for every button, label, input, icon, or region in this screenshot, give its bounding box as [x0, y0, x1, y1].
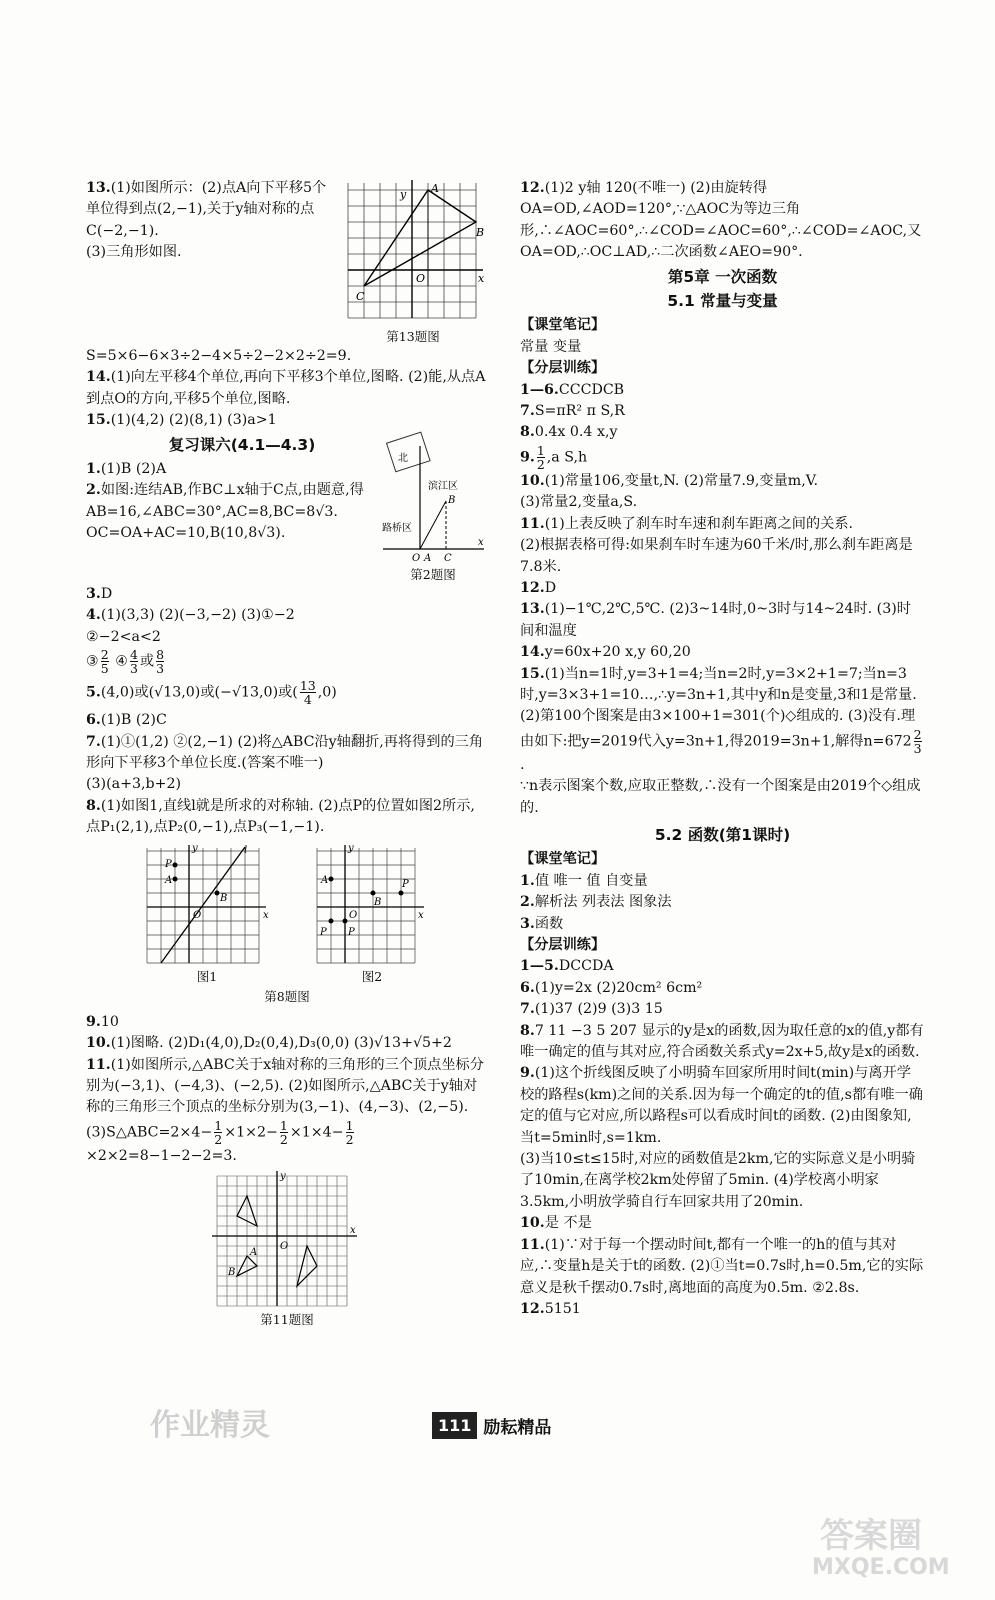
- svg-text:y: y: [348, 842, 354, 854]
- n1-answer: 1.值 唯一 值 自变量: [520, 872, 648, 889]
- r5-answer: 5.(4,0)或(√13,0)或(−√13,0)或( $\frac{13}{4}$ ,0): [86, 678, 337, 708]
- r8-figure-caption: 第8题图: [264, 988, 310, 1004]
- svg-text:A: A: [250, 1247, 258, 1259]
- svg-text:B: B: [220, 892, 228, 904]
- a7-answer: 7.S=πR² π S,R: [520, 403, 625, 420]
- svg-text:y: y: [400, 188, 407, 201]
- a9-answer: 9. $\frac{1}{2}$ ,a S,h: [520, 442, 588, 472]
- b11-answer: 11.(1)∵对于每一个摆动时间t,都有一个唯一的h的值与其对应,∴变量h是关于t的函数. (2)①当t=0.7s时,h=0.5m,它的实际意义是秋千摆动0.7s时,离地面的高度为0.5m. ②2.8s.: [520, 1236, 924, 1296]
- svg-text:P: P: [348, 926, 355, 938]
- svg-text:x: x: [263, 909, 269, 921]
- left-column: [86, 178, 488, 1329]
- r8-answer: 8.(1)如图1,直线l就是所求的对称轴. (2)点P的位置如图2所示,点P₁(2,1),点P₂(0,−1),点P₃(−1,−1).: [86, 797, 475, 836]
- chapter-title: 第5章 一次函数: [667, 267, 778, 286]
- svg-text:A: A: [431, 182, 439, 195]
- svg-text:P: P: [165, 858, 172, 870]
- review-section-title: 复习课六(4.1—4.3): [168, 435, 316, 454]
- svg-text:x: x: [478, 537, 484, 549]
- q13-figure: [338, 178, 488, 346]
- svg-text:B: B: [228, 1267, 236, 1279]
- site-watermark-url: MXQE.COM: [812, 1555, 950, 1580]
- r8-figures: [86, 843, 488, 986]
- r10-answer: 10.(1)图略. (2)D₁(4,0),D₂(0,4),D₃(0,0) (3)√13+√5+2: [86, 1035, 452, 1052]
- fraction: $\frac{8}{3}$: [156, 647, 165, 677]
- section-5-1-title: 5.1 常量与变量: [667, 292, 778, 311]
- svg-text:P: P: [320, 926, 327, 938]
- fraction: $\frac{1}{2}$: [279, 1117, 288, 1147]
- b10-answer: 10.是 不是: [520, 1215, 592, 1232]
- svg-text:路桥区: 路桥区: [382, 523, 412, 535]
- b1-5-answer: 1—5.DCCDA: [520, 958, 614, 975]
- fraction: $\frac{2}{3}$: [913, 726, 922, 756]
- b7-answer: 7.(1)37 (2)9 (3)3 15: [520, 1001, 663, 1018]
- svg-text:l: l: [244, 844, 248, 856]
- fraction: $\frac{1}{2}$: [214, 1117, 223, 1147]
- svg-text:P: P: [402, 878, 409, 890]
- n3-answer: 3.函数: [520, 915, 564, 932]
- svg-text:y: y: [192, 842, 198, 854]
- a12-answer: 12.D: [520, 579, 557, 596]
- r8-fig2: [312, 843, 432, 986]
- svg-text:B: B: [448, 495, 456, 507]
- notes-text: 常量 变量: [520, 338, 582, 355]
- r8-fig1: [142, 843, 272, 986]
- q15-answer: 15.(1)(4,2) (2)(8,1) (3)a>1: [86, 412, 277, 429]
- layered-training-tag: 【分层训练】: [520, 360, 606, 377]
- layered-training-tag-2: 【分层训练】: [520, 937, 606, 953]
- a15-answer: 15.(1)当n=1时,y=3+1=4;当n=2时,y=3×2+1=7;当n=3时,y=3×3+1=10…,∴y=3n+1,其中y和n是变量,3和1是常量. (2)第100个图案是由3×100+1=301(个)◇组成的. (3)没有.理由如下:把y=2019代入y=3n+1,得2019=3n+1,解得n=672 $\frac{2}{3}$ . ∵n表示图案个数,应取正整数,∴没有一个图案是由2019个◇组成的.: [520, 665, 922, 816]
- svg-text:C: C: [356, 290, 365, 303]
- svg-text:x: x: [478, 272, 485, 285]
- r8-fig2-label: 图2: [361, 968, 383, 984]
- section-5-2-title: 5.2 函数(第1课时): [654, 825, 791, 844]
- r4-answer: 4.(1)(3,3) (2)(−3,−2) (3)①−2 ②−2<a<2 ③ $\frac{2}{5}$ ④ $\frac{4}{3}$ 或 $\frac{8}{3}$: [86, 607, 295, 677]
- r11-grid-chart: [212, 1171, 362, 1311]
- svg-text:A: A: [424, 553, 432, 565]
- r11-figure: [86, 1171, 488, 1329]
- n2-answer: 2.解析法 列表法 图象法: [520, 894, 672, 911]
- fraction: $\frac{13}{4}$: [299, 678, 316, 708]
- svg-text:y: y: [280, 1171, 286, 1183]
- a11-answer: 11.(1)上表反映了刹车时车速和刹车距离之间的关系. (2)根据表格可得:如果刹车时车速为60千米/时,那么刹车距离是7.8米.: [520, 515, 913, 575]
- svg-text:北: 北: [398, 453, 408, 465]
- svg-text:O: O: [280, 1241, 289, 1253]
- q13-grid-chart: [338, 178, 488, 328]
- r2-figure: [378, 431, 488, 584]
- q14-answer: 14.(1)向左平移4个单位,再向下平移3个单位,图略. (2)能,从点A到点O的方向,平移5个单位,图略.: [86, 369, 486, 407]
- r2-figure-caption: 第2题图: [410, 567, 456, 583]
- q13-figure-caption: 第13题图: [386, 329, 440, 344]
- svg-text:滨江区: 滨江区: [428, 481, 458, 493]
- page-number: 111: [432, 1412, 477, 1439]
- fraction: $\frac{4}{3}$: [129, 647, 138, 677]
- r8-fig1-grid: [142, 843, 272, 968]
- svg-text:x: x: [418, 909, 424, 921]
- b12-answer: 12.5151: [520, 1300, 581, 1317]
- classroom-notes-tag-2: 【课堂笔记】: [520, 851, 606, 868]
- a14-answer: 14.y=60x+20 x,y 60,20: [520, 644, 691, 661]
- svg-text:O: O: [416, 272, 426, 285]
- stamp-watermark: 作业精灵: [150, 1408, 270, 1443]
- r1-answer: 1.(1)B (2)A: [86, 461, 167, 478]
- svg-text:B: B: [476, 226, 485, 239]
- site-watermark: 答案圈: [820, 1516, 922, 1556]
- svg-text:B: B: [374, 896, 382, 908]
- svg-text:O: O: [349, 909, 358, 921]
- svg-text:C: C: [444, 553, 452, 565]
- r11-answer: 11.(1)如图所示,△ABC关于x轴对称的三角形的三个顶点坐标分别为(−3,1)、(−4,3)、(−2,5). (2)如图所示,△ABC关于y轴对称的三角形三个顶点的坐标分别为(3,−1)、(4,−3)、(2,−5). (3)S△ABC=2×4− $\frac{1}{2}$ ×1×2− $\frac{1}{2}$ ×1×4− $\frac{1}{2}$ ×2×2=8−1−2−2=3.: [86, 1056, 484, 1164]
- a13-answer: 13.(1)−1℃,2℃,5℃. (2)3~14时,0~3时与14~24时. (3)时间和温度: [520, 601, 911, 639]
- q12-answer: 12.(1)2 y轴 120(不唯一) (2)由旋转得OA=OD,∠AOD=120°,∵△AOC为等边三角形,∴∠AOC=60°,∴∠COD=∠AOC=60°,∴∠COD=∠AOC,又OA=OD,∴OC⊥AD,∴二次函数∠AEO=90°.: [520, 180, 922, 261]
- brand-logo: 励耘精品: [483, 1418, 552, 1438]
- page-footer-badge: [432, 1412, 551, 1439]
- r2-answer: 2.如图:连结AB,作BC⊥x轴于C点,由题意,得AB=16,∠ABC=30°,AC=8,BC=8√3. OC=OA+AC=10,B(10,8√3).: [86, 482, 364, 542]
- svg-text:O: O: [193, 909, 202, 921]
- classroom-notes-tag: 【课堂笔记】: [520, 317, 606, 334]
- svg-text:A: A: [321, 874, 329, 886]
- r2-map-diagram: [378, 431, 488, 566]
- a1-6-answer: 1—6.CCCDCB: [520, 381, 625, 398]
- r11-figure-caption: 第11题图: [260, 1312, 314, 1328]
- r3-answer: 3.D: [86, 586, 113, 603]
- a10-answer: 10.(1)常量106,变量t,N. (2)常量7.9,变量m,V. (3)常量2,变量a,S.: [520, 472, 819, 511]
- q13-answer: 13.(1)如图所示：(2)点A向下平移5个单位得到点(2,−1),关于y轴对称的点C(−2,−1). (3)三角形如图. S=5×6−6×3÷2−4×5÷2−2×2÷2=9.: [86, 180, 352, 364]
- r9-answer: 9.10: [86, 1013, 119, 1030]
- r6-answer: 6.(1)B (2)C: [86, 712, 167, 729]
- svg-text:x: x: [350, 1225, 356, 1237]
- r8-fig2-grid: [312, 843, 432, 968]
- b8-answer: 8.7 11 −3 5 207 显示的y是x的函数,因为取任意的x的值,y都有唯一确定的值与其对应,符合函数关系式y=2x+5,故y是x的函数.: [520, 1022, 924, 1061]
- b9-answer: 9.(1)这个折线图反映了小明骑车回家所用时间t(min)与离开学校的路程s(km)之间的关系.因为每一个确定的t的值,s都有唯一确定的值与它对应,所以路程s可以看成时间t的函数. (2)由图象知,当t=5min时,s=1km. (3)当10≤t≤15时,对应的函数值是2km,它的实际意义是小明骑了10min,在离学校2km处停留了5min. (4)学校离小明家3.5km,小明放学骑自行车回家共用了20min.: [520, 1065, 923, 1210]
- r8-fig1-label: 图1: [196, 968, 218, 984]
- fraction: $\frac{2}{5}$: [100, 647, 109, 677]
- a8-answer: 8.0.4x 0.4 x,y: [520, 424, 618, 441]
- svg-text:A: A: [165, 874, 173, 886]
- right-column: [520, 178, 925, 1320]
- b6-answer: 6.(1)y=2x (2)20cm² 6cm²: [520, 979, 703, 996]
- fraction: $\frac{1}{2}$: [345, 1117, 354, 1147]
- svg-text:O: O: [412, 553, 421, 565]
- r7-answer: 7.(1)①(1,2) ②(2,−1) (2)将△ABC沿y轴翻折,再将得到的三角形向下平移3个单位长度.(答案不唯一) (3)(a+3,b+2): [86, 733, 484, 793]
- fraction: $\frac{1}{2}$: [536, 442, 545, 472]
